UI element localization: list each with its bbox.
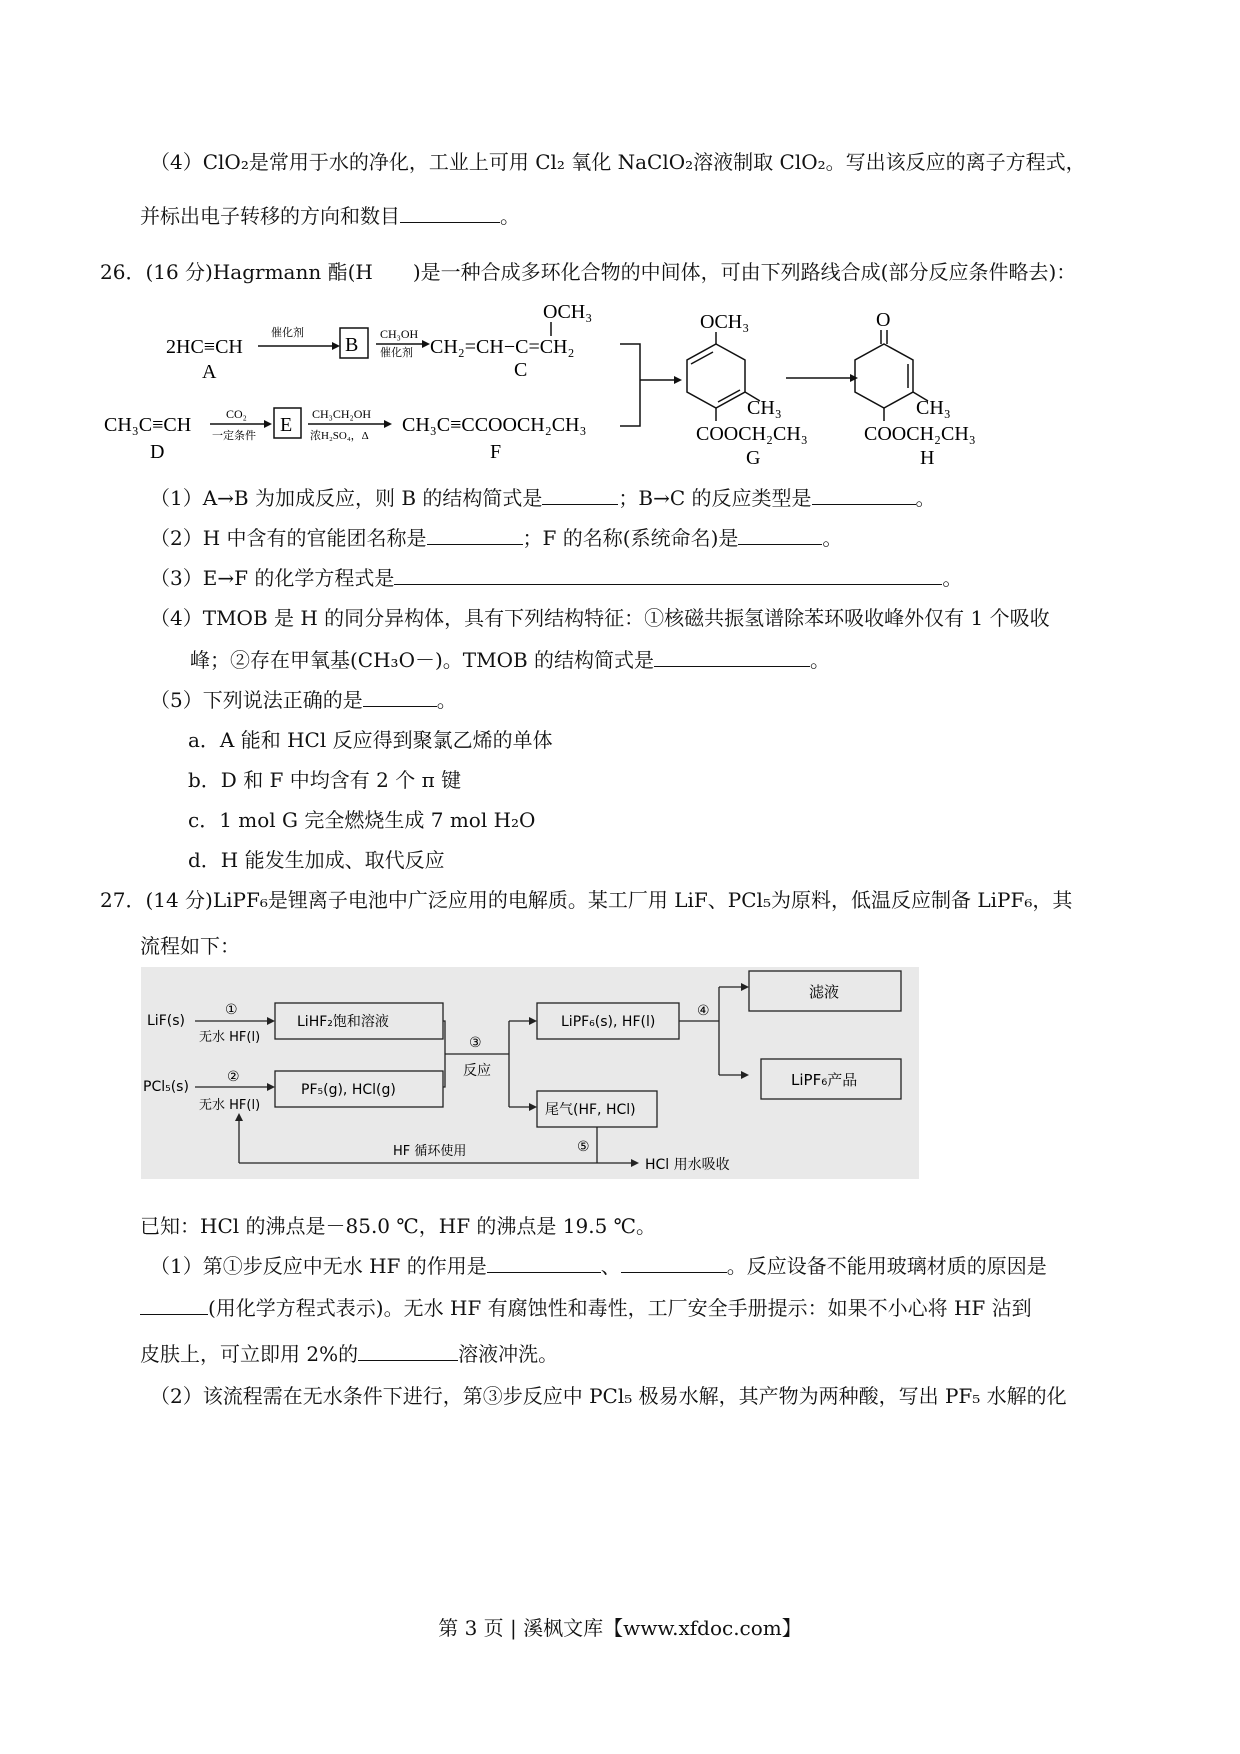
q26-1 <box>150 484 936 512</box>
step-5: ⑤ <box>577 1139 590 1155</box>
arrowhead <box>850 374 858 382</box>
answer-blank[interactable] <box>427 526 523 545</box>
box-filtrate-label: 滤液 <box>809 983 840 1001</box>
arrowhead <box>741 1071 749 1079</box>
q25-4-line1: （4）ClO₂是常用于水的净化，工业上可用 Cl₂ 氧化 NaClO₂溶液制取 ClO₂。写出该反应的离子方程式， <box>150 150 1086 174</box>
text: (用化学方程式表示)。无水 HF 有腐蚀性和毒性，工厂安全手册提示：如果不小心将 HF 沾到 <box>208 1296 1032 1320</box>
answer-blank[interactable] <box>140 1296 208 1315</box>
option-a: a．A 能和 HCl 反应得到聚氯乙烯的单体 <box>188 728 553 752</box>
label-h: H <box>920 447 935 468</box>
q26-5 <box>150 686 457 714</box>
text: ；B→C 的反应类型是 <box>618 486 812 510</box>
box-lihf2-label: LiHF₂饱和溶液 <box>297 1014 389 1030</box>
answer-blank[interactable] <box>738 526 822 545</box>
arrowhead <box>529 1017 537 1025</box>
answer-blank[interactable] <box>487 1254 601 1273</box>
step-3: ③ <box>469 1035 482 1051</box>
answer-blank[interactable] <box>400 202 500 223</box>
label-g: G <box>746 447 761 468</box>
answer-blank[interactable] <box>358 1342 458 1361</box>
answer-blank[interactable] <box>363 688 437 707</box>
g-och3: OCH₃ <box>700 311 750 333</box>
h-ester: COOCH₂CH₃ <box>864 423 976 445</box>
label-f: F <box>490 441 502 463</box>
q26-4-line2 <box>190 646 830 674</box>
compound-d: CH₃C≡CH <box>104 414 192 436</box>
text: （1）A→B 为加成反应，则 B 的结构简式是 <box>150 486 543 510</box>
arrowhead <box>235 1113 243 1121</box>
option-b: b．D 和 F 中均含有 2 个 π 键 <box>188 768 462 792</box>
flow-hf1: 无水 HF(l) <box>199 1030 261 1045</box>
label-c: C <box>514 359 528 381</box>
q27-header-line2: 流程如下： <box>140 934 240 958</box>
label-d: D <box>150 441 165 463</box>
recycle-label: HF 循环使用 <box>393 1144 467 1159</box>
box-pf5-label: PF₅(g), HCl(g) <box>301 1082 396 1098</box>
q27-2-line1: （2）该流程需在无水条件下进行，第③步反应中 PCl₅ 极易水解，其产物为两种酸，写出 PF₅ 水解的化 <box>150 1384 1067 1408</box>
page-footer: 第 3 页 | 溪枫文库【www.xfdoc.com】 <box>438 1616 802 1640</box>
arrowhead <box>332 342 340 350</box>
arrowhead <box>631 1159 639 1167</box>
merge-bracket <box>620 344 640 426</box>
text: 。 <box>942 566 963 590</box>
q26-header: 26．(16 分)Hagrmann 酯(H )是一种合成多环化合物的中间体，可由下列路线合成(部分反应条件略去)： <box>100 260 1077 284</box>
reagent-etoh: CH₃CH₂OH <box>312 407 372 421</box>
ring-g <box>687 344 745 408</box>
q27-known: 已知：HCl 的沸点是－85.0 ℃，HF 的沸点是 19.5 ℃。 <box>140 1214 657 1238</box>
answer-blank[interactable] <box>394 566 942 585</box>
text: 峰；②存在甲氧基(CH₃O－)。TMOB 的结构简式是 <box>190 648 655 672</box>
compound-b: B <box>345 334 359 356</box>
reagent-co2: CO₂ <box>226 407 247 421</box>
answer-blank[interactable] <box>621 1254 727 1273</box>
flow-pcl5: PCl₅(s) <box>143 1079 189 1095</box>
arrowhead <box>267 1017 275 1025</box>
q27-1-line2 <box>140 1294 1032 1322</box>
absorb-label: HCl 用水吸收 <box>645 1157 730 1173</box>
step-4: ④ <box>697 1003 710 1019</box>
q27-1-line3 <box>140 1340 558 1368</box>
text: 。 <box>436 688 457 712</box>
catalyst-label: 催化剂 <box>271 327 304 339</box>
step-2: ② <box>227 1069 240 1085</box>
h-oxygen: O <box>876 309 891 331</box>
text: （5）下列说法正确的是 <box>150 688 363 712</box>
text: 。反应设备不能用玻璃材质的原因是 <box>726 1254 1047 1278</box>
compound-c: CH₂=CH−C=CH₂ <box>430 336 575 358</box>
text: 溶液冲洗。 <box>458 1342 559 1366</box>
text: （1）第①步反应中无水 HF 的作用是 <box>150 1254 487 1278</box>
arrowhead <box>422 340 430 348</box>
text: 。 <box>810 648 831 672</box>
arrowhead <box>741 983 749 991</box>
box-product-label: LiPF₆产品 <box>791 1071 858 1089</box>
arrowhead <box>267 1083 275 1091</box>
arrowhead <box>529 1103 537 1111</box>
process-flowchart <box>141 967 919 1179</box>
g-ch3: CH₃ <box>747 397 782 419</box>
text: 。 <box>500 204 520 228</box>
text: 、 <box>600 1254 621 1278</box>
option-d: d．H 能发生加成、取代反应 <box>188 848 445 872</box>
box-tailgas-label: 尾气(HF, HCl) <box>545 1102 636 1118</box>
reagent-condition: 一定条件 <box>212 430 256 442</box>
och3-group: OCH₃ <box>543 301 593 323</box>
reagent-catalyst: 催化剂 <box>380 347 413 359</box>
text: （2）H 中含有的官能团名称是 <box>150 526 427 550</box>
double-bond <box>691 352 713 364</box>
step-1: ① <box>225 1002 238 1018</box>
flow-lif: LiF(s) <box>147 1013 185 1029</box>
arrowhead <box>264 420 272 428</box>
q26-4-line1: （4）TMOB 是 H 的同分异构体，具有下列结构特征：①核磁共振氢谱除苯环吸收峰外仅有 1 个吸收 <box>150 606 1050 630</box>
react-label: 反应 <box>463 1063 491 1079</box>
h-ch3: CH₃ <box>916 397 951 419</box>
answer-blank[interactable] <box>812 486 916 505</box>
arrowhead <box>384 420 392 428</box>
text: 。 <box>822 526 843 550</box>
g-ester: COOCH₂CH₃ <box>696 423 808 445</box>
q26-2 <box>150 524 842 552</box>
answer-blank[interactable] <box>654 648 810 667</box>
answer-blank[interactable] <box>542 486 618 505</box>
q27-1-line1 <box>150 1252 1047 1280</box>
text: ；F 的名称(系统命名)是 <box>522 526 739 550</box>
q25-4-line2 <box>140 202 520 230</box>
synthesis-scheme <box>100 298 1010 468</box>
reagent-ch3oh: CH₃OH <box>380 327 419 341</box>
text: （3）E→F 的化学方程式是 <box>150 566 395 590</box>
box-lipf6-hf-label: LiPF₆(s), HF(l) <box>561 1014 656 1030</box>
reagent-h2so4: 浓H₂SO₄，Δ <box>310 430 369 442</box>
q26-3 <box>150 564 962 592</box>
arrowhead <box>674 376 682 384</box>
q27-header: 27．(14 分)LiPF₆是锂离子电池中广泛应用的电解质。某工厂用 LiF、PCl₅为原料，低温反应制备 LiPF₆，其 <box>100 888 1073 912</box>
compound-e: E <box>280 414 293 436</box>
ring-h <box>855 344 913 408</box>
flow-hf2: 无水 HF(l) <box>199 1098 261 1113</box>
compound-a: 2HC≡CH <box>166 336 243 358</box>
text: 皮肤上，可立即用 2%的 <box>140 1342 359 1366</box>
text: 并标出电子转移的方向和数目 <box>140 204 400 228</box>
text: 。 <box>915 486 936 510</box>
compound-f: CH₃C≡CCOOCH₂CH₃ <box>402 414 587 436</box>
option-c: c．1 mol G 完全燃烧生成 7 mol H₂O <box>188 808 536 832</box>
label-a: A <box>202 361 217 383</box>
